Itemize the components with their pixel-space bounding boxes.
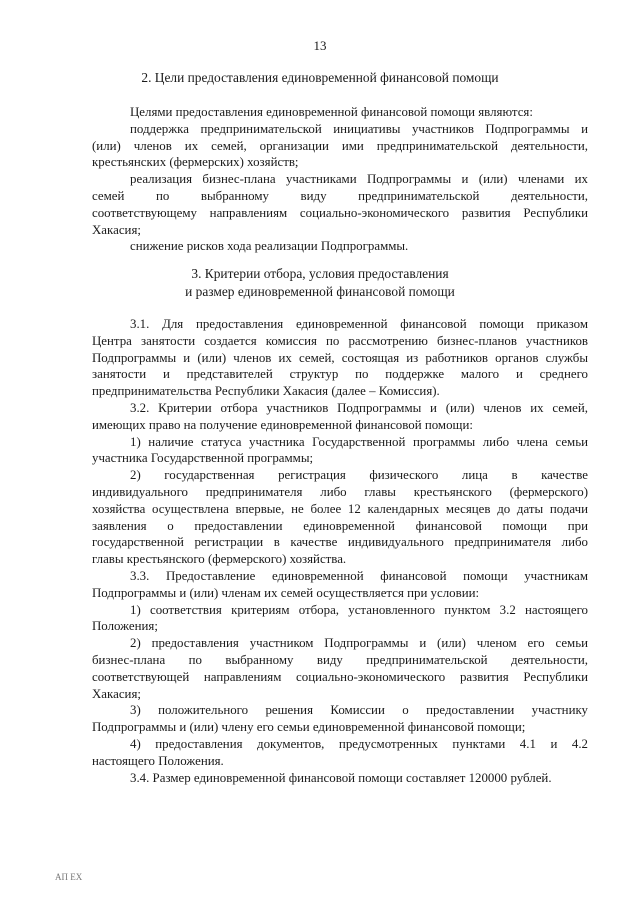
text-line: Подпрограммы и (или) членам их семей осуществляется при условии: — [92, 585, 480, 600]
text-line: 2) предоставления участником Подпрограммы и (или) членом его семьи — [130, 636, 588, 651]
text-line: реализация бизнес-плана участниками Подпрограммы и (или) членами их — [130, 172, 588, 187]
section-2-lines — [92, 104, 588, 255]
text-line: индивидуального предпринимателя либо главы крестьянского (фермерского) — [92, 484, 588, 499]
text-line: 3.2. Критерии отбора участников Подпрограммы и (или) членов их семей, — [130, 400, 588, 415]
section-3-body — [92, 316, 588, 786]
text-line: снижение рисков хода реализации Подпрограммы. — [130, 239, 409, 254]
text-line: бизнес-плана по выбранному виду предпринимательской деятельности, — [92, 652, 588, 667]
text-line: главы крестьянского (фермерского) хозяйства. — [92, 552, 347, 567]
text-line: настоящего Положения. — [92, 753, 224, 768]
text-line: 4) предоставления документов, предусмотренных пунктами 4.1 и 4.2 — [130, 736, 588, 751]
text-line: участника Государственной программы; — [92, 451, 314, 466]
text-line: заявления о предоставлении единовременной финансовой помощи при — [92, 518, 588, 533]
section-2-heading: 2. Цели предоставления единовременной финансовой помощи — [141, 70, 499, 85]
section-2-body — [92, 104, 588, 255]
section-3-lines — [92, 316, 588, 786]
text-line: предпринимательства Республики Хакасия (далее – Комиссия). — [92, 384, 440, 399]
text-line: семей по выбранному виду предпринимательской деятельности, — [92, 188, 588, 203]
text-line: соответствующей направлениям социально-экономического развития Республики — [92, 669, 588, 684]
text-line: Положения; — [92, 619, 158, 634]
footer-mark: АП ЕХ — [55, 872, 83, 882]
text-line: Подпрограммы и (или) членов их семей, состоящая из работников органов службы — [92, 350, 588, 365]
text-line: государственной регистрации в качестве индивидуального предпринимателя либо — [92, 535, 588, 550]
text-line: Хакасия; — [92, 222, 141, 237]
text-line: 3.3. Предоставление единовременной финансовой помощи участникам — [130, 568, 588, 583]
text-line: занятости и представителей структур по поддержке малого и среднего — [92, 367, 588, 382]
section-3-heading-line-2: и размер единовременной финансовой помощи — [185, 284, 455, 299]
section-3-heading-line-1: 3. Критерии отбора, условия предоставления — [191, 266, 449, 281]
text-line: хозяйства осуществлена впервые, не более 12 календарных месяцев до даты подачи — [92, 501, 588, 516]
text-line: крестьянских (фермерских) хозяйств; — [92, 155, 299, 170]
text-line: Целями предоставления единовременной финансовой помощи являются: — [130, 105, 533, 119]
text-line: Хакасия; — [92, 686, 141, 701]
text-line: 3.4. Размер единовременной финансовой помощи составляет 120000 рублей. — [130, 770, 552, 785]
text-line: Подпрограммы и (или) члену его семьи единовременной финансовой помощи; — [92, 720, 526, 735]
text-line: поддержка предпринимательской инициативы участников Подпрограммы и — [130, 121, 588, 136]
text-line: 1) наличие статуса участника Государственной программы либо члена семьи — [130, 434, 588, 449]
text-line: соответствующему направлениям социально-экономического развития Республики — [92, 205, 588, 220]
text-line: 3) положительного решения Комиссии о предоставлении участнику — [130, 703, 588, 718]
text-line: 1) соответствия критериям отбора, установленного пунктом 3.2 настоящего — [130, 602, 588, 617]
page-number: 13 — [313, 38, 327, 53]
text-line: имеющих право на получение единовременной финансовой помощи: — [92, 417, 473, 432]
text-line: (или) членов их семей, организации ими предпринимательской деятельности, — [92, 138, 588, 153]
text-line: 3.1. Для предоставления единовременной финансовой помощи приказом — [130, 317, 588, 331]
text-line: 2) государственная регистрация физического лица в качестве — [130, 468, 588, 483]
text-line: Центра занятости создается комиссия по рассмотрению бизнес-планов участников — [92, 333, 588, 348]
